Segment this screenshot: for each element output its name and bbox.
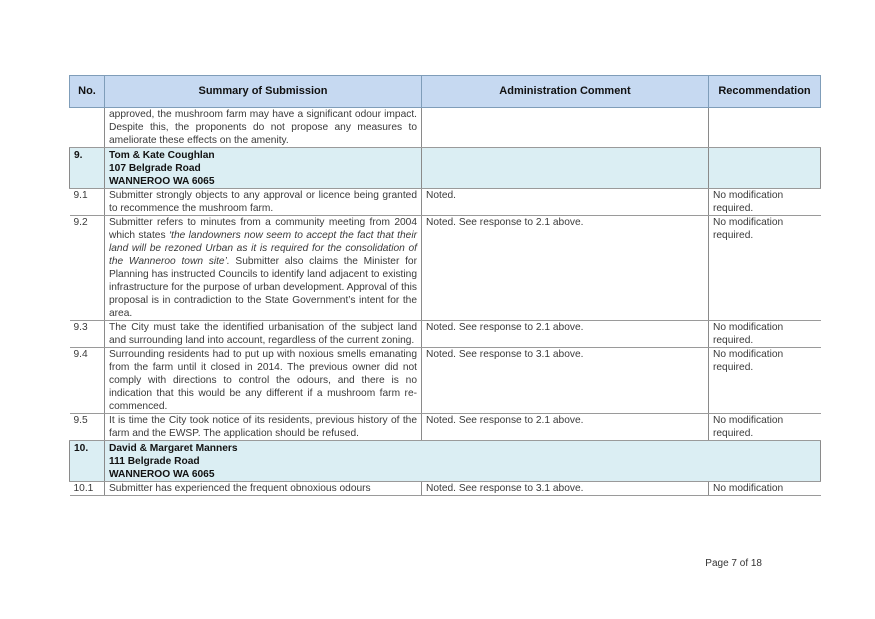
cell-admin: Noted. xyxy=(422,189,709,216)
cell-recommendation: No modification required. xyxy=(709,321,821,348)
summary-text: Submitter refers to minutes from a community meeting from 2004 which states xyxy=(109,217,417,241)
submitter-number: 10. xyxy=(70,441,105,482)
cell-no: 9.2 xyxy=(70,216,105,321)
cell-admin: Noted. See response to 2.1 above. xyxy=(422,216,709,321)
cell-no: 9.4 xyxy=(70,348,105,414)
summary-text: Submitter also claims the Minister for Planning has instructed Councils to identify land adjacent to existing infrastructure for the purpose of urban development. Approval of this proposal is in contradiction to the State Government’s intent for the area. xyxy=(109,256,417,319)
table-row xyxy=(70,189,821,216)
table-row xyxy=(70,348,821,414)
header-recommendation: Recommendation xyxy=(709,76,821,108)
cell-no: 9.5 xyxy=(70,414,105,441)
table-row xyxy=(70,482,821,496)
submitter-city: WANNEROO WA 6065 xyxy=(109,469,215,480)
submitter-address: 111 Belgrade Road xyxy=(109,456,200,467)
cell-recommendation: No modification required. xyxy=(709,414,821,441)
table-row xyxy=(70,414,821,441)
submitter-name: David & Margaret Manners xyxy=(109,443,238,454)
submissions-table xyxy=(69,75,821,496)
header-no: No. xyxy=(70,76,105,108)
submitter-details xyxy=(105,441,821,482)
cell-recommendation xyxy=(709,148,821,189)
submitter-address: 107 Belgrade Road xyxy=(109,163,201,174)
cell-summary xyxy=(105,216,422,321)
table-row xyxy=(70,321,821,348)
submitter-row-10 xyxy=(70,441,821,482)
cell-admin xyxy=(422,108,709,148)
cell-admin xyxy=(422,148,709,189)
cell-no: 9.1 xyxy=(70,189,105,216)
cell-recommendation xyxy=(709,108,821,148)
cell-recommendation: No modification xyxy=(709,482,821,496)
cell-summary: Submitter strongly objects to any approval or licence being granted to recommence the mushroom farm. xyxy=(105,189,422,216)
submitter-details xyxy=(105,148,422,189)
summary-quote: ‘the landowners now seem to accept the fact that their land will be rezoned Urban as it is required for the consolidation of the Wanneroo town site’. xyxy=(109,230,417,267)
cell-summary: Submitter has experienced the frequent obnoxious odours xyxy=(105,482,422,496)
cell-admin: Noted. See response to 2.1 above. xyxy=(422,414,709,441)
header-summary: Summary of Submission xyxy=(105,76,422,108)
cell-summary: It is time the City took notice of its residents, previous history of the farm and the EWSP. The application should be refused. xyxy=(105,414,422,441)
cell-no: 10.1 xyxy=(70,482,105,496)
cell-no: 9.3 xyxy=(70,321,105,348)
cell-admin: Noted. See response to 3.1 above. xyxy=(422,482,709,496)
cell-summary: Surrounding residents had to put up with noxious smells emanating from the farm until it closed in 2014. The previous owner did not comply with directions to control the odours, and there is no indication that this would be any different if a mushroom farm re-commenced. xyxy=(105,348,422,414)
table-header-row xyxy=(70,76,821,108)
cell-admin: Noted. See response to 3.1 above. xyxy=(422,348,709,414)
page-number: Page 7 of 18 xyxy=(705,558,762,569)
cell-recommendation: No modification required. xyxy=(709,189,821,216)
header-admin-comment: Administration Comment xyxy=(422,76,709,108)
table-row xyxy=(70,108,821,148)
table-row xyxy=(70,216,821,321)
cell-summary: The City must take the identified urbanisation of the subject land and surrounding land into account, regardless of the current zoning. xyxy=(105,321,422,348)
submitter-number: 9. xyxy=(70,148,105,189)
cell-no xyxy=(70,108,105,148)
cell-summary: approved, the mushroom farm may have a significant odour impact. Despite this, the proponents do not propose any measures to ameliorate these effects on the amenity. xyxy=(105,108,422,148)
cell-recommendation: No modification required. xyxy=(709,216,821,321)
cell-admin: Noted. See response to 2.1 above. xyxy=(422,321,709,348)
submitter-row-9 xyxy=(70,148,821,189)
submitter-city: WANNEROO WA 6065 xyxy=(109,176,215,187)
cell-recommendation: No modification required. xyxy=(709,348,821,414)
submitter-name: Tom & Kate Coughlan xyxy=(109,150,215,161)
